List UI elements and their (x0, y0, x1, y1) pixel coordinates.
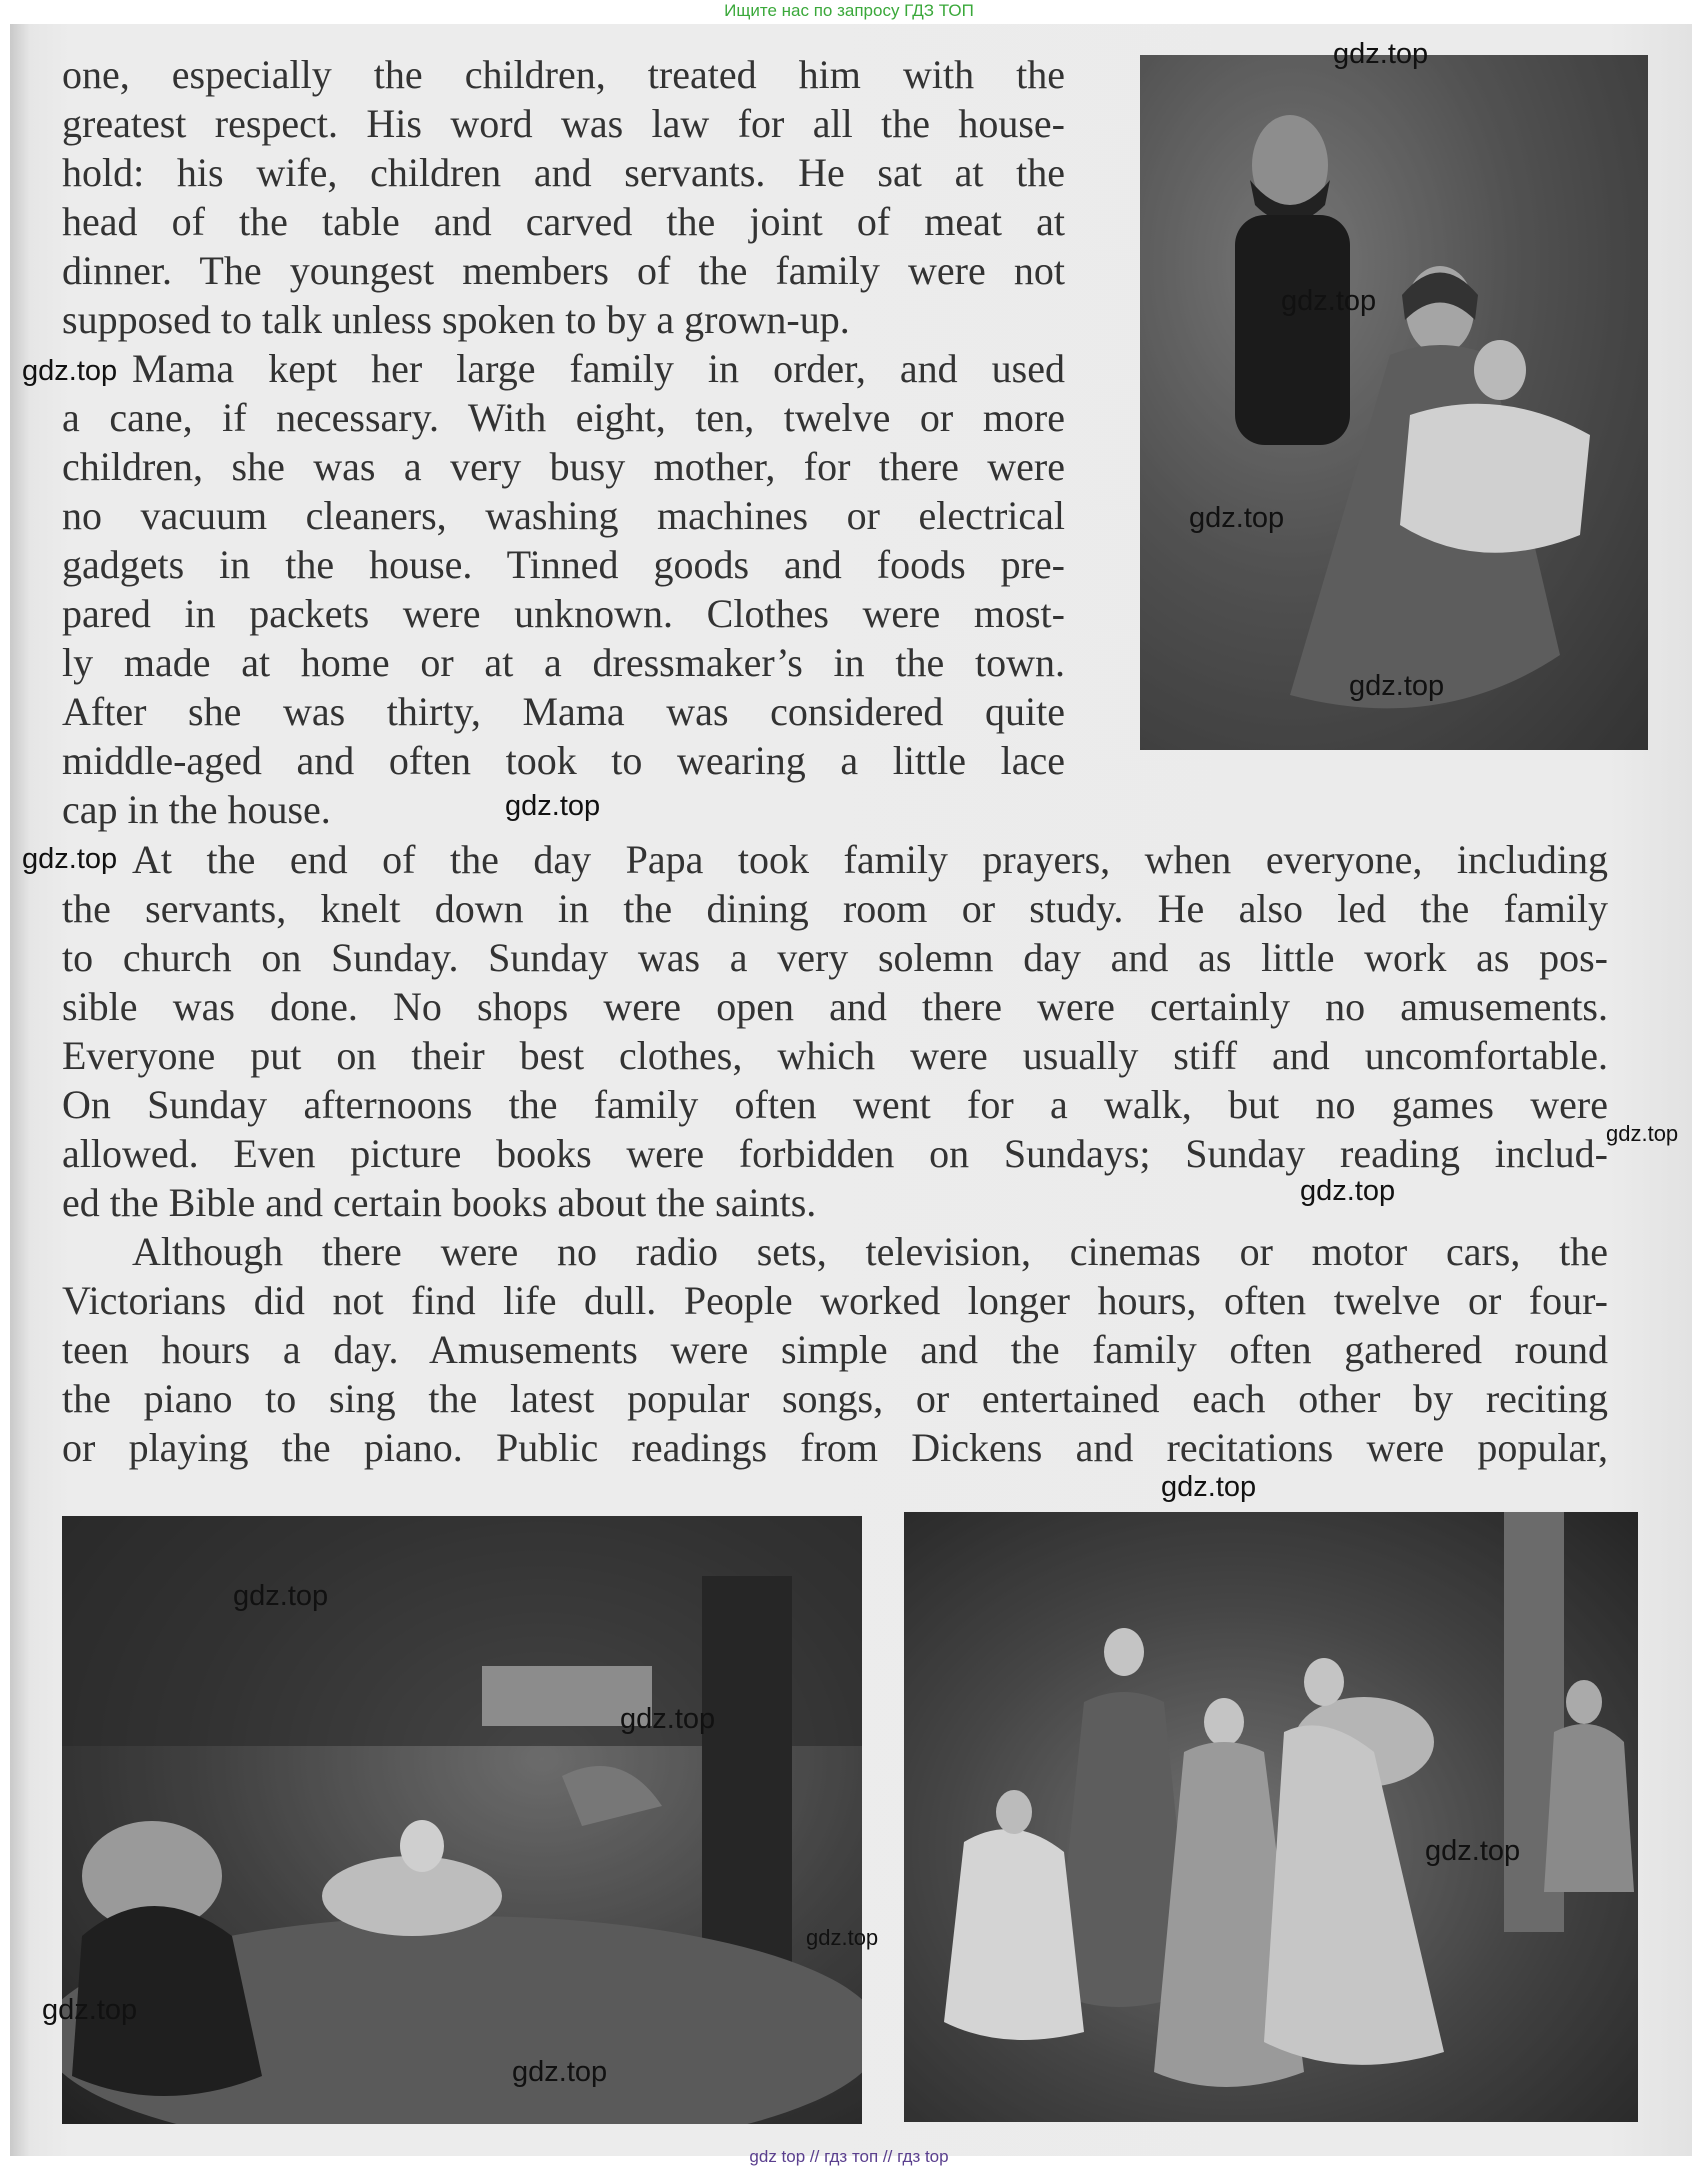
watermark: gdz.top (1349, 670, 1445, 702)
watermark: gdz.top (42, 1994, 138, 2026)
text-line: Everyone put on their best clothes, which were usually stiff and uncomfortable. (62, 1033, 1608, 1078)
text-line: Victorians did not find life dull. People worked longer hours, often twelve or four- (62, 1278, 1608, 1323)
watermark: gdz.top (1606, 1121, 1679, 1146)
text-line: gadgets in the house. Tinned goods and foods pre- (62, 542, 1065, 587)
garden-picnic-painting (62, 1516, 862, 2124)
bottom-banner[interactable]: gdz top // гдз топ // гдз top (749, 2147, 949, 2166)
watermark: gdz.top (22, 355, 118, 387)
top-banner[interactable]: Ищите нас по запросу ГДЗ ТОП (724, 1, 974, 20)
text-line: allowed. Even picture books were forbidden on Sundays; Sunday reading includ- (62, 1131, 1608, 1176)
text-line: a cane, if necessary. With eight, ten, twelve or more (62, 395, 1065, 440)
family-portrait-illustration (1140, 55, 1648, 750)
text-line: sible was done. No shops were open and there were certainly no amusements. (62, 984, 1608, 1029)
text-line: head of the table and carved the joint of meat at (62, 199, 1065, 244)
watermark: gdz.top (22, 843, 118, 875)
park-scene-illustration (904, 1512, 1638, 2122)
watermark: gdz.top (233, 1580, 329, 1612)
text-line: Mama kept her large family in order, and used (132, 346, 1065, 391)
text-line: teen hours a day. Amusements were simple and the family often gathered round (62, 1327, 1608, 1372)
text-column-top (62, 50, 1065, 834)
text-line: Although there were no radio sets, television, cinemas or motor cars, the (132, 1229, 1608, 1274)
text-line: cap in the house. (62, 787, 331, 832)
text-line: pared in packets were unknown. Clothes were most- (62, 591, 1065, 636)
text-column-full (62, 835, 1608, 1472)
watermark: gdz.top (1281, 285, 1377, 317)
garden-picnic-illustration (62, 1516, 862, 2124)
text-line: children, she was a very busy mother, for there were (62, 444, 1065, 489)
watermark: gdz.top (1425, 1835, 1521, 1867)
text-line: the servants, knelt down in the dining room or study. He also led the family (62, 886, 1608, 931)
family-portrait-photo (1140, 55, 1648, 750)
text-line: supposed to talk unless spoken to by a grown-up. (62, 297, 850, 342)
text-line: one, especially the children, treated him with the (62, 52, 1065, 97)
watermark: gdz.top (1300, 1175, 1396, 1207)
text-line: ly made at home or at a dressmaker’s in the town. (62, 640, 1065, 685)
watermark: gdz.top (620, 1703, 716, 1735)
text-line: the piano to sing the latest popular songs, or entertained each other by reciting (62, 1376, 1608, 1421)
text-line: middle-aged and often took to wearing a little lace (62, 738, 1065, 783)
watermark: gdz.top (1333, 38, 1429, 70)
text-line: dinner. The youngest members of the family were not (62, 248, 1065, 293)
text-line: greatest respect. His word was law for all the house- (62, 101, 1065, 146)
text-line: no vacuum cleaners, washing machines or electrical (62, 493, 1065, 538)
watermark: gdz.top (1161, 1471, 1257, 1503)
watermark: gdz.top (806, 1925, 879, 1950)
text-line: On Sunday afternoons the family often went for a walk, but no games were (62, 1082, 1608, 1127)
park-scene-painting (904, 1512, 1638, 2122)
text-line: ed the Bible and certain books about the saints. (62, 1180, 817, 1225)
text-line: At the end of the day Papa took family prayers, when everyone, including (132, 837, 1608, 882)
watermark: gdz.top (505, 790, 601, 822)
watermark: gdz.top (512, 2056, 608, 2088)
text-line: or playing the piano. Public readings from Dickens and recitations were popular, (62, 1425, 1608, 1470)
text-line: hold: his wife, children and servants. He sat at the (62, 150, 1065, 195)
text-line: to church on Sunday. Sunday was a very solemn day and as little work as pos- (62, 935, 1608, 980)
text-line: After she was thirty, Mama was considered quite (62, 689, 1065, 734)
watermark: gdz.top (1189, 502, 1285, 534)
